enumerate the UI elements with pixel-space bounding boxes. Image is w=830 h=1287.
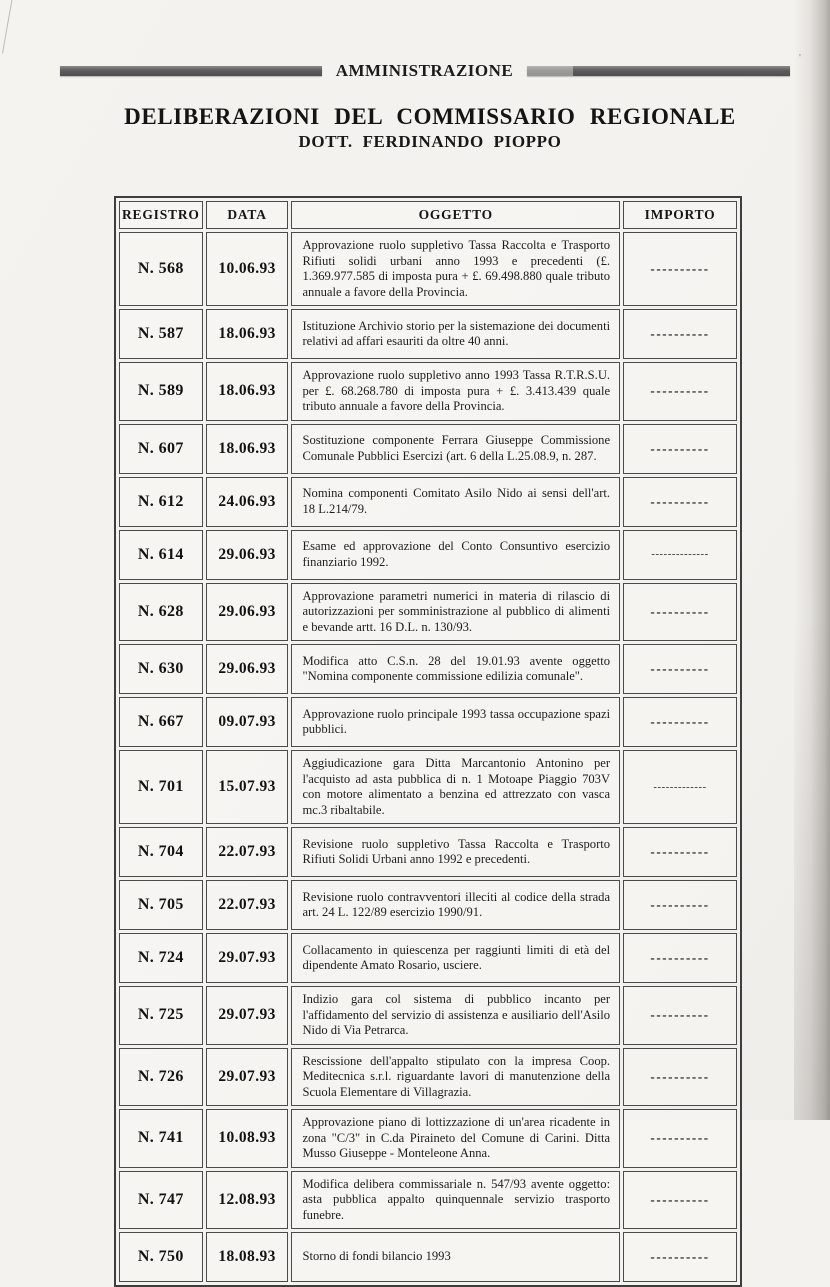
importo-cell: --------------: [623, 530, 737, 580]
data-cell: 12.08.93: [206, 1171, 289, 1230]
importo-cell: ----------: [623, 697, 737, 747]
table-row: [119, 424, 737, 474]
column-header-data: DATA: [206, 201, 289, 229]
registro-cell: N. 587: [119, 309, 203, 359]
importo-cell: ----------: [623, 583, 737, 642]
column-header-registro: REGISTRO: [119, 201, 203, 229]
page-title: DELIBERAZIONI DEL COMMISSARIO REGIONALE: [124, 104, 736, 129]
table-row: [119, 232, 737, 306]
data-cell: 18.06.93: [206, 424, 289, 474]
importo-cell: ----------: [623, 1048, 737, 1107]
data-cell: 18.08.93: [206, 1232, 289, 1282]
importo-cell: ----------: [623, 309, 737, 359]
table-row: [119, 933, 737, 983]
table-row: [119, 750, 737, 824]
oggetto-cell: Collacamento in quiescenza per raggiunti limiti di età del dipendente Amato Rosario, usciere.: [291, 933, 620, 983]
oggetto-cell: Rescissione dell'appalto stipulato con la impresa Coop. Meditecnica s.r.l. riguardante lavori di manutenzione della Scuola Elementare di Villagrazia.: [291, 1048, 620, 1107]
column-header-oggetto: OGGETTO: [291, 201, 620, 229]
oggetto-cell: Sostituzione componente Ferrara Giuseppe Commissione Comunale Pubblici Esercizi (art. 6 della L.25.08.9, n. 287.: [291, 424, 620, 474]
table-row: [119, 583, 737, 642]
registro-cell: N. 726: [119, 1048, 203, 1107]
importo-cell: ----------: [623, 986, 737, 1045]
table-header-row: [119, 201, 737, 229]
table-row: [119, 362, 737, 421]
importo-cell: ----------: [623, 232, 737, 306]
oggetto-cell: Indizio gara col sistema di pubblico incanto per l'affidamento del servizio di assistenza e ausiliario dell'Asilo Nido di Via Petrarca.: [291, 986, 620, 1045]
oggetto-cell: Approvazione ruolo principale 1993 tassa occupazione spazi pubblici.: [291, 697, 620, 747]
data-cell: 29.07.93: [206, 986, 289, 1045]
oggetto-cell: Esame ed approvazione del Conto Consuntivo esercizio finanziario 1992.: [291, 530, 620, 580]
scan-scratch-mark: [2, 0, 13, 54]
importo-cell: ----------: [623, 477, 737, 527]
oggetto-cell: Approvazione parametri numerici in materia di rilascio di autorizzazioni per somministrazione al pubblico di alimenti e bevande artt. 16 D.L. n. 130/93.: [291, 583, 620, 642]
section-title: AMMINISTRAZIONE: [335, 61, 514, 80]
oggetto-cell: Istituzione Archivio storio per la sistemazione dei documenti relativi ad affari esauriti da oltre 40 anni.: [291, 309, 620, 359]
registro-cell: N. 704: [119, 827, 203, 877]
header-rule-left: [60, 66, 322, 76]
table-row: [119, 1232, 737, 1282]
importo-cell: ----------: [623, 1171, 737, 1230]
data-cell: 29.06.93: [206, 583, 289, 642]
registro-cell: N. 741: [119, 1109, 203, 1168]
oggetto-cell: Revisione ruolo contravventori illeciti al codice della strada art. 24 L. 122/89 esercizio 1990/91.: [291, 880, 620, 930]
registro-cell: N. 724: [119, 933, 203, 983]
registro-cell: N. 612: [119, 477, 203, 527]
registro-cell: N. 628: [119, 583, 203, 642]
registro-cell: N. 568: [119, 232, 203, 306]
oggetto-cell: Nomina componenti Comitato Asilo Nido ai sensi dell'art. 18 L.214/79.: [291, 477, 620, 527]
table-row: [119, 986, 737, 1045]
table-row: [119, 644, 737, 694]
registro-cell: N. 589: [119, 362, 203, 421]
data-cell: 18.06.93: [206, 309, 289, 359]
data-cell: 22.07.93: [206, 827, 289, 877]
section-header: [0, 61, 830, 80]
oggetto-cell: Revisione ruolo suppletivo Tassa Raccolta e Trasporto Rifiuti Solidi Urbani anno 1992 e precedenti.: [291, 827, 620, 877]
importo-cell: ----------: [623, 644, 737, 694]
scan-tick-mark: ': [799, 52, 801, 64]
scan-edge-shadow: [794, 0, 830, 1120]
table-row: [119, 309, 737, 359]
importo-cell: ----------: [623, 880, 737, 930]
oggetto-cell: Modifica atto C.S.n. 28 del 19.01.93 avente oggetto "Nomina componente commissione edilizia comunale".: [291, 644, 620, 694]
table-row: [119, 827, 737, 877]
oggetto-cell: Approvazione ruolo suppletivo anno 1993 Tassa R.T.R.S.U. per £. 68.268.780 di imposta pura + £. 3.413.439 quale tributo annuale a favore della Provincia.: [291, 362, 620, 421]
page-subtitle: DOTT. FERDINANDO PIOPPO: [298, 132, 562, 151]
registro-cell: N. 614: [119, 530, 203, 580]
table-row: [119, 1048, 737, 1107]
data-cell: 09.07.93: [206, 697, 289, 747]
column-header-importo: IMPORTO: [623, 201, 737, 229]
importo-cell: ----------: [623, 1109, 737, 1168]
data-cell: 18.06.93: [206, 362, 289, 421]
registro-cell: N. 705: [119, 880, 203, 930]
registro-cell: N. 750: [119, 1232, 203, 1282]
registro-cell: N. 701: [119, 750, 203, 824]
table-row: [119, 1171, 737, 1230]
oggetto-cell: Aggiudicazione gara Ditta Marcantonio Antonino per l'acquisto ad asta pubblica di n. 1 Motoape Piaggio 703V con motore alimentato a benzina ed attrezzato con vasca mc.3 ribaltabile.: [291, 750, 620, 824]
importo-cell: ----------: [623, 362, 737, 421]
data-cell: 10.08.93: [206, 1109, 289, 1168]
importo-cell: -------------: [623, 750, 737, 824]
deliberations-table: [114, 196, 742, 1287]
registro-cell: N. 725: [119, 986, 203, 1045]
registro-cell: N. 747: [119, 1171, 203, 1230]
table-row: [119, 477, 737, 527]
importo-cell: ----------: [623, 827, 737, 877]
importo-cell: ----------: [623, 424, 737, 474]
oggetto-cell: Modifica delibera commissariale n. 547/93 avente oggetto: asta pubblica appalto quinquennale servizio trasporto funebre.: [291, 1171, 620, 1230]
oggetto-cell: Approvazione piano di lottizzazione di un'area ricadente in zona "C/3" in C.da Piraineto del Comune di Carini. Ditta Musso Giuseppe - Monteleone Anna.: [291, 1109, 620, 1168]
data-cell: 15.07.93: [206, 750, 289, 824]
registro-cell: N. 667: [119, 697, 203, 747]
oggetto-cell: Approvazione ruolo suppletivo Tassa Raccolta e Trasporto Rifiuti solidi urbani anno 1993 e precedenti (£. 1.369.977.585 di imposta pura + £. 69.498.880 quale tributo annuale a favore della Provincia.: [291, 232, 620, 306]
table-row: [119, 880, 737, 930]
data-cell: 29.07.93: [206, 1048, 289, 1107]
registro-cell: N. 607: [119, 424, 203, 474]
oggetto-cell: Storno di fondi bilancio 1993: [291, 1232, 620, 1282]
importo-cell: ----------: [623, 933, 737, 983]
table-row: [119, 697, 737, 747]
table-row: [119, 1109, 737, 1168]
data-cell: 29.06.93: [206, 644, 289, 694]
data-cell: 22.07.93: [206, 880, 289, 930]
data-cell: 10.06.93: [206, 232, 289, 306]
data-cell: 29.07.93: [206, 933, 289, 983]
data-cell: 29.06.93: [206, 530, 289, 580]
data-cell: 24.06.93: [206, 477, 289, 527]
table-row: [119, 530, 737, 580]
importo-cell: ----------: [623, 1232, 737, 1282]
registro-cell: N. 630: [119, 644, 203, 694]
header-rule-right: [527, 66, 790, 76]
